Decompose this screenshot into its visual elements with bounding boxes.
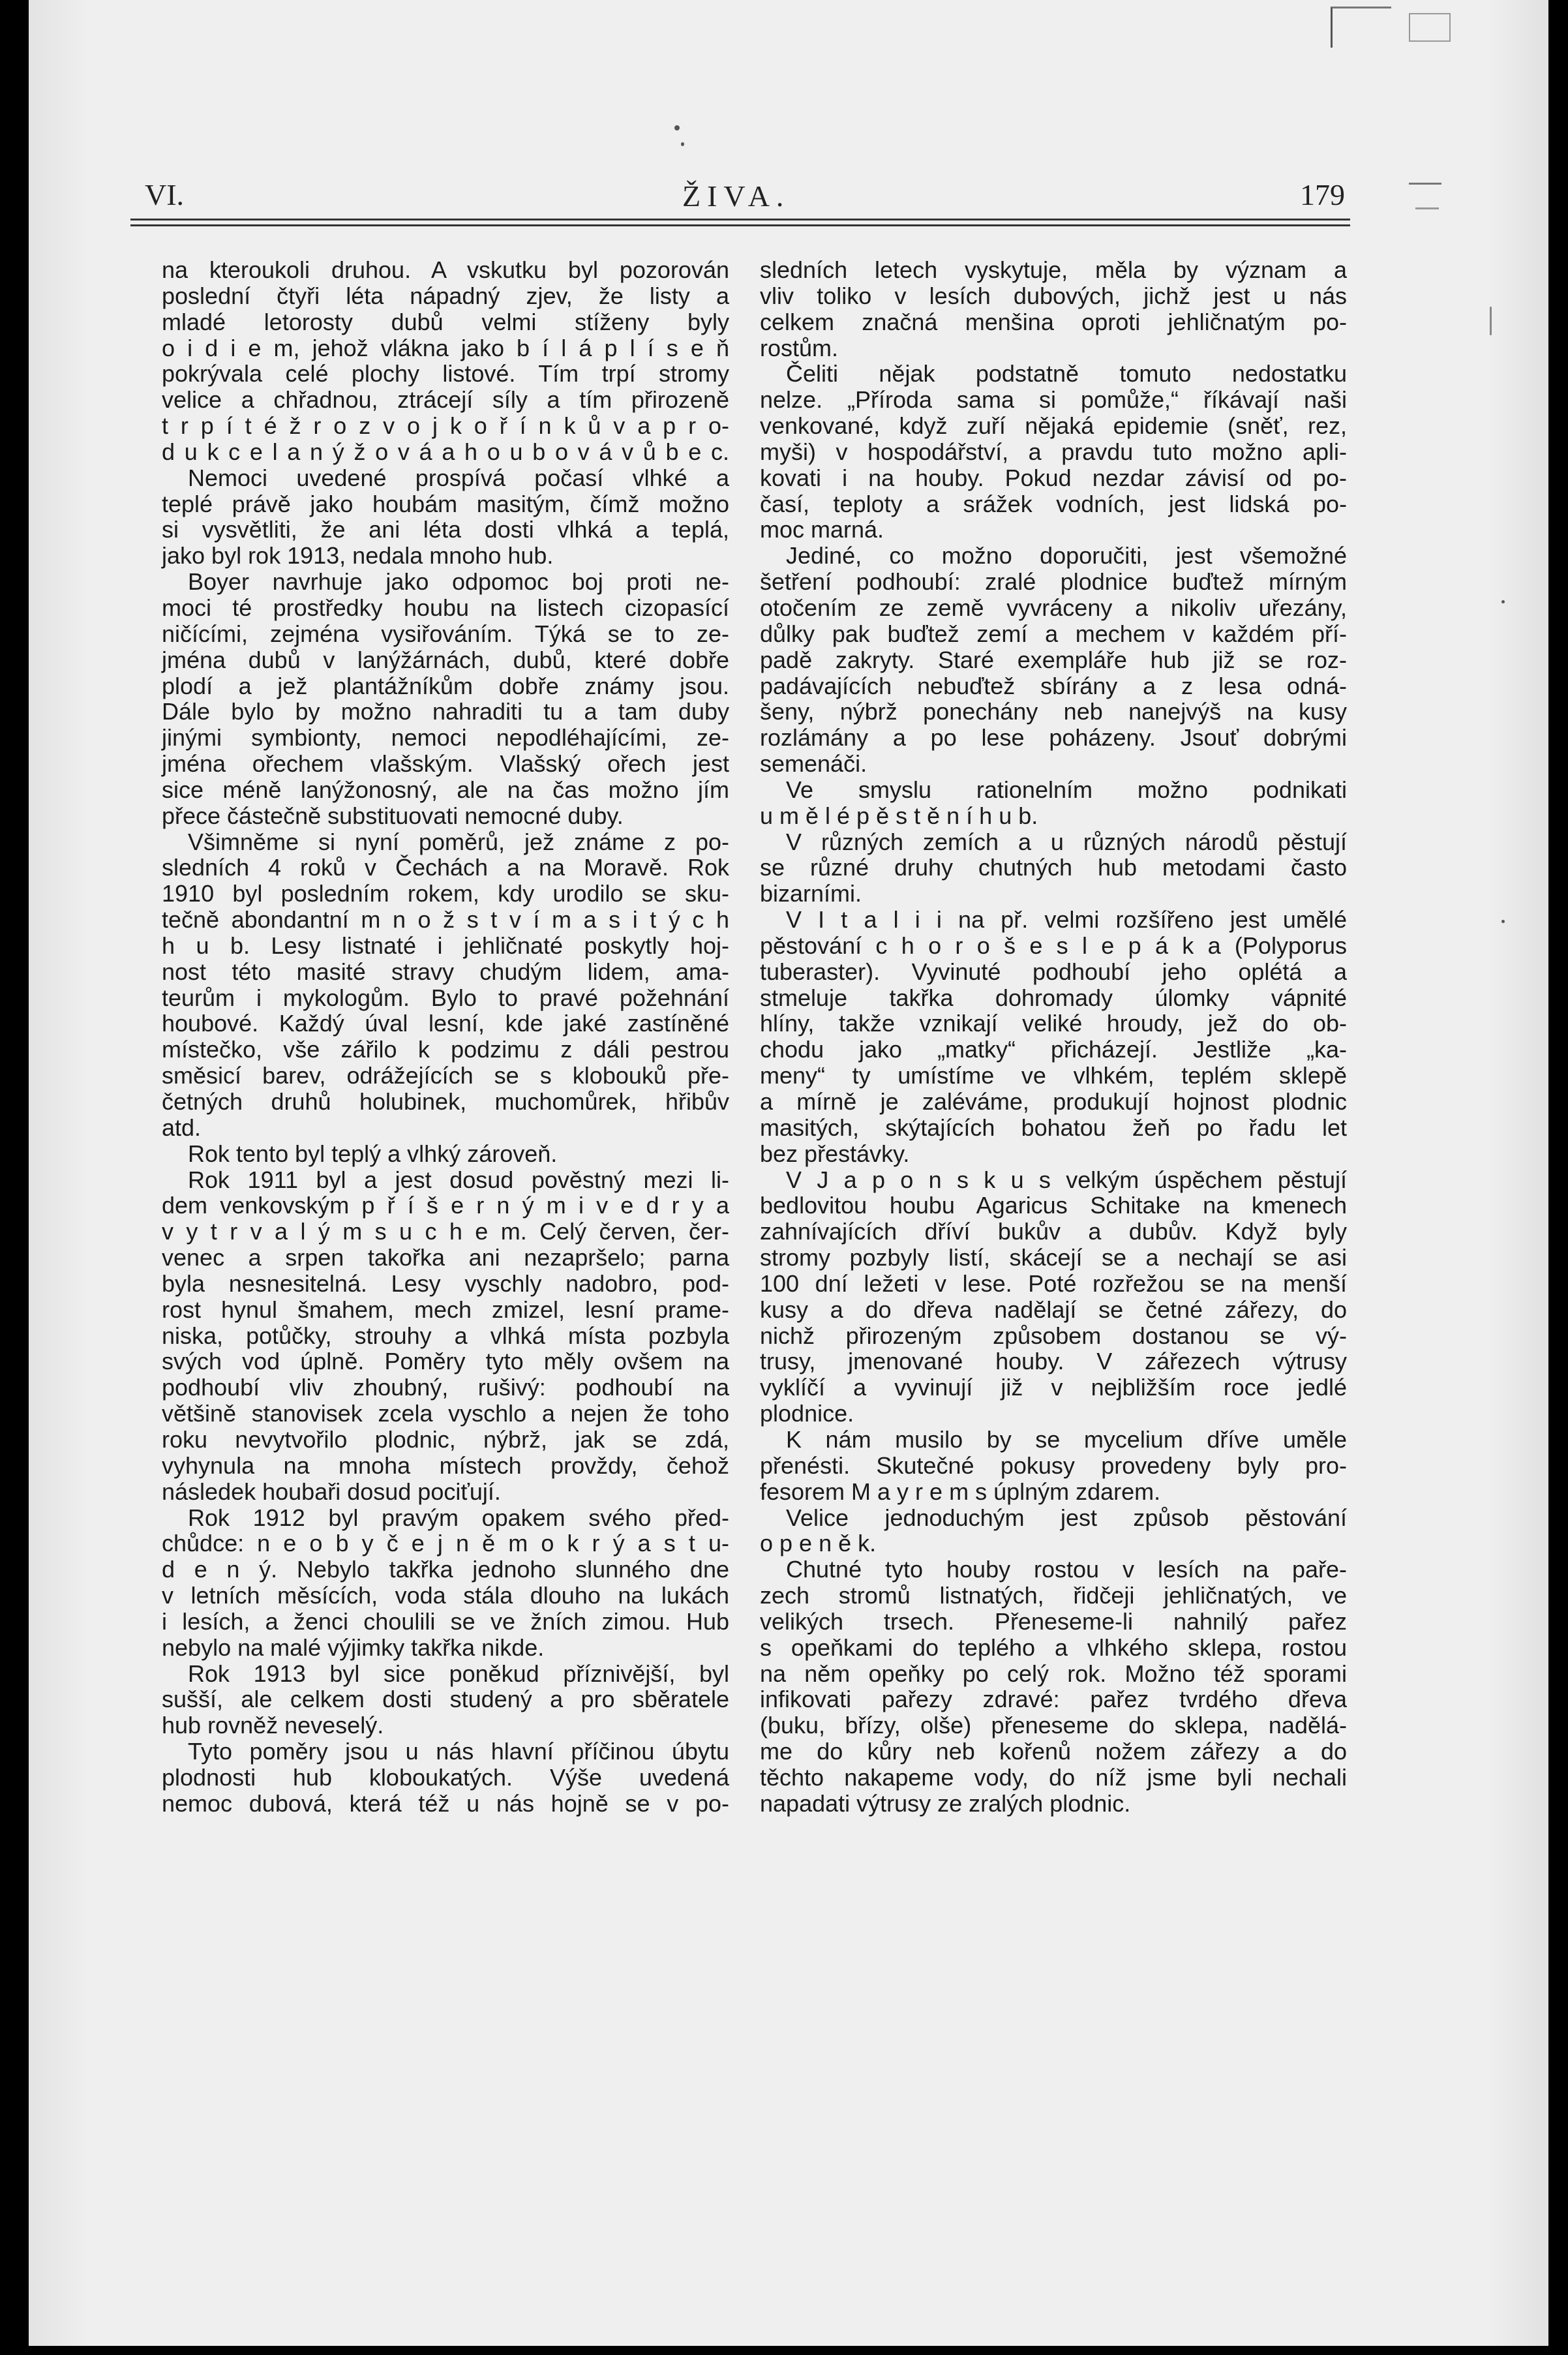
text-line: na kteroukoli druhou. A vskutku byl pozorován: [162, 256, 729, 283]
text-line: Rok 1911 byl a jest dosud pověstný mezi li-: [188, 1166, 729, 1193]
text-line: vyklíčí a vyvinují již v nejbližším roce jedlé: [760, 1374, 1347, 1401]
text-line: teplé právě jako houbám masitým, čímž možno: [162, 490, 729, 517]
text-line: plodnice.: [760, 1400, 854, 1427]
text-line: velice a chřadnou, ztrácejí síly a tím přirozeně: [162, 386, 729, 414]
text-line: těchto nakapeme vody, do níž jsme byli nechali: [760, 1763, 1347, 1791]
text-line: pokrývala celé plochy listové. Tím trpí stromy: [162, 360, 729, 387]
text-line: jinými symbionty, nemoci nepodléhajícími, ze-: [162, 724, 729, 752]
text-line: otočením ze země vyvráceny a nikoliv uřezány,: [760, 594, 1347, 621]
text-line: přenésti. Skutečné pokusy provedeny byly pro-: [760, 1451, 1347, 1479]
text-line: si vysvětliti, že ani léta dosti vlhká a teplá,: [162, 516, 729, 543]
text-line: Dále bylo by možno nahraditi tu a tam duby: [162, 698, 729, 725]
text-line: bedlovitou houbu Agaricus Schitake na kmenech: [760, 1192, 1347, 1219]
text-line: tuberaster). Vyvinuté podhoubí jeho oplétá a: [760, 958, 1347, 985]
text-line: V J a p o n s k u s velkým úspěchem pěstují: [786, 1166, 1347, 1193]
text-line: semenáči.: [760, 750, 867, 778]
text-line: o i d i e m, jehož vlákna jako b í l á p l í s e ň: [162, 334, 729, 361]
text-line: u m ě l é p ě s t ě n í h u b.: [760, 802, 1038, 829]
text-line: celkem značná menšina oproti jehličnatým po-: [760, 308, 1347, 335]
text-line: mladé letorosty dubů velmi stíženy byly: [162, 308, 729, 335]
text-line: trusy, jmenované houby. V zářezech výtrusy: [760, 1348, 1347, 1375]
text-line: moci té prostředky houbu na listech cizopasící: [162, 594, 729, 621]
text-line: d u k c e l a n ý ž o v á a h o u b o v á v ů b e c.: [162, 438, 729, 465]
text-line: v letních měsících, voda stála dlouho na lukách: [162, 1582, 729, 1609]
text-line: 1910 byl posledním rokem, kdy urodilo se sku-: [162, 880, 729, 907]
text-line: venkované, když zuří nějaká epidemie (sněť, rez,: [760, 412, 1347, 440]
text-line: podhoubí vliv zhoubný, rušivý: podhoubí na: [162, 1374, 729, 1401]
text-line: napadati výtrusy ze zralých plodnic.: [760, 1789, 1131, 1817]
text-line: niska, potůčky, strouhy a vlhká místa pozbyla: [162, 1322, 729, 1349]
text-line: nost této masité stravy chudým lidem, ama-: [162, 958, 729, 985]
text-line: sledních 4 roků v Čechách a na Moravě. Rok: [162, 854, 729, 881]
text-line: následek houbaři dosud pociťují.: [162, 1478, 501, 1505]
text-line: V různých zemích a u různých národů pěstují: [786, 828, 1347, 855]
text-line: většině stanovisek zcela vyschlo a nejen že toho: [162, 1400, 729, 1427]
dust-speck: [1490, 307, 1492, 335]
text-line: pěstování c h o r o š e s l e p á k a (Polyporus: [760, 932, 1347, 959]
corner-scan-mark: [1331, 7, 1391, 48]
text-line: teurům i mykologům. Bylo to pravé požehnání: [162, 984, 729, 1011]
journal-title: ŽIVA.: [682, 179, 791, 213]
text-line: stmeluje takřka dohromady úlomky vápnité: [760, 984, 1347, 1011]
text-line: Tyto poměry jsou u nás hlavní příčinou úbytu: [188, 1738, 729, 1765]
text-line: padávajících nebuďtež sbírány a z lesa odná-: [760, 672, 1347, 699]
text-line: fesorem M a y r e m s úplným zdarem.: [760, 1478, 1161, 1505]
text-line: Jediné, co možno doporučiti, jest všemožné: [786, 542, 1347, 570]
text-line: rozlámány a po lese poházeny. Jsouť dobrými: [760, 724, 1347, 752]
text-line: rostům.: [760, 334, 839, 361]
text-line: stromy pozbyly listí, skácejí se a nechají se asi: [760, 1244, 1347, 1271]
text-line: h u b. Lesy listnaté i jehličnaté poskytly hoj-: [162, 932, 729, 959]
text-line: me do kůry neb kořenů nožem zářezy a do: [760, 1738, 1347, 1765]
text-line: a mírně je zaléváme, produkují hojnost plodnic: [760, 1088, 1347, 1115]
text-line: jako byl rok 1913, nedala mnoho hub.: [162, 542, 554, 570]
text-line: sušší, ale celkem dosti studený a pro sběratele: [162, 1686, 729, 1713]
text-line: plodnosti hub kloboukatých. Výše uvedená: [162, 1763, 729, 1791]
volume-number: VI.: [145, 178, 185, 211]
text-line: plodí a jež plantážníkům dobře známy jsou.: [162, 672, 729, 699]
text-line: časí, teploty a srážek vodních, jest lidská po-: [760, 490, 1347, 517]
text-line: K nám musilo by se mycelium dříve uměle: [786, 1425, 1347, 1453]
text-line: vliv toliko v lesích dubových, jichž jest u nás: [760, 282, 1347, 309]
text-line: zech stromů listnatých, řidčeji jehličnatých, ve: [760, 1582, 1347, 1609]
text-line: Čeliti nějak podstatně tomuto nedostatku: [786, 360, 1347, 387]
dust-speck: [1501, 920, 1505, 923]
text-line: myši) v hospodářství, a pravdu tuto možno apli-: [760, 438, 1347, 465]
text-line: nemoc dubová, která též u nás hojně se v po-: [162, 1789, 729, 1817]
text-line: padě zakryty. Staré exempláře hub již se roz-: [760, 646, 1347, 673]
text-line: Rok 1913 byl sice poněkud příznivější, byl: [188, 1660, 729, 1687]
text-line: (buku, břízy, olše) přeneseme do sklepa, nadělá-: [760, 1712, 1347, 1739]
text-line: 100 dní ležeti v lese. Poté rozřežou se na menší: [760, 1269, 1347, 1297]
text-line: Nemoci uvedené prospívá počasí vlhké a: [188, 464, 729, 491]
text-line: Chutné tyto houby rostou v lesích na paře-: [786, 1556, 1347, 1583]
text-line: šetření podhoubí: zralé plodnice buďtež mírným: [760, 568, 1347, 596]
text-line: na něm opeňky po celý rok. Možno též sporami: [760, 1660, 1347, 1687]
text-line: místečko, vše zářilo k podzimu z dáli pestrou: [162, 1036, 729, 1063]
text-line: důlky pak buďtež zemí a mechem v každém pří-: [760, 620, 1347, 647]
text-line: bez přestávky.: [760, 1140, 910, 1167]
text-line: byla nesnesitelná. Lesy vyschly nadobro, pod-: [162, 1269, 729, 1297]
text-line: Všimněme si nyní poměrů, jež známe z po-: [188, 828, 729, 855]
text-line: hub rovněž neveselý.: [162, 1712, 384, 1739]
text-column-left: [162, 257, 729, 1817]
dust-speck: [1501, 600, 1505, 603]
corner-scan-mark: [1415, 207, 1439, 209]
text-column-right: [760, 257, 1347, 1817]
text-line: Rok tento byl teplý a vlhký zároveň.: [188, 1140, 558, 1167]
text-line: o p e n ě k.: [760, 1530, 877, 1557]
text-line: zahnívajících dříví bukův a dubův. Když byly: [760, 1218, 1347, 1245]
text-line: se různé druhy chutných hub metodami často: [760, 854, 1347, 881]
text-line: velikých trsech. Přeneseme-li nahnilý pařez: [760, 1607, 1347, 1635]
text-line: nebylo na malé výjimky takřka nikde.: [162, 1633, 545, 1661]
text-line: ničícími, zejména vysiřováním. Týká se to ze-: [162, 620, 729, 647]
text-line: Boyer navrhuje jako odpomoc boj proti ne-: [188, 568, 729, 596]
text-line: moc marná.: [760, 516, 884, 543]
text-line: v y t r v a l ý m s u c h e m. Celý červen, čer-: [162, 1218, 729, 1245]
corner-scan-mark: [1409, 13, 1451, 42]
text-line: dem venkovským p ř í š e r n ý m i v e d r y a: [162, 1192, 729, 1219]
page-number: 179: [1300, 178, 1345, 211]
text-line: přece částečně substituovati nemocné duby.: [162, 802, 624, 829]
header-rule-top: [130, 219, 1350, 220]
running-header: [130, 174, 1350, 219]
text-line: atd.: [162, 1114, 202, 1141]
text-line: jména dubů v lanýžárnách, dubů, které dobře: [162, 646, 729, 673]
text-line: sledních letech vyskytuje, měla by význam a: [760, 256, 1347, 283]
text-line: chůdce: n e o b y č e j n ě m o k r ý a s t u-: [162, 1530, 729, 1557]
text-line: rost hynul šmahem, mech zmizel, lesní prame-: [162, 1296, 729, 1323]
dust-speck: [674, 125, 680, 130]
text-line: bizarními.: [760, 880, 862, 907]
corner-scan-mark: [1409, 183, 1441, 185]
text-line: nelze. „Příroda sama si pomůže,“ říkávají naši: [760, 386, 1347, 414]
text-line: masitých, skýtajících bohatou žeň po řadu let: [760, 1114, 1347, 1141]
text-line: roku nevytvořilo plodnic, nýbrž, jak se zdá,: [162, 1425, 729, 1453]
text-line: tečně abondantní m n o ž s t v í m a s i t ý c h: [162, 906, 729, 934]
dust-speck: [681, 142, 684, 146]
text-line: venec a srpen takořka ani nezapršelo; parna: [162, 1244, 729, 1271]
text-line: hlíny, takže vznikají veliké hroudy, jež do ob-: [760, 1010, 1347, 1037]
text-line: Velice jednoduchým jest způsob pěstování: [786, 1504, 1347, 1531]
text-line: sice méně lanýžonosný, ale na čas možno jím: [162, 776, 729, 803]
text-line: směsicí barev, odrážejících se s klobouků pře-: [162, 1062, 729, 1089]
text-line: t r p í t é ž r o z v o j k o ř í n k ů v a p r o-: [162, 412, 729, 440]
text-line: chodu jako „matky“ přicházejí. Jestliže „ka-: [760, 1036, 1347, 1063]
text-line: infikovati pařezy zdravé: pařez tvrdého dřeva: [760, 1686, 1347, 1713]
text-line: kovati i na houby. Pokud nezdar závisí od po-: [760, 464, 1347, 491]
text-line: svých vod úplně. Poměry tyto měly ovšem na: [162, 1348, 729, 1375]
text-line: poslední čtyři léta nápadný zjev, že listy a: [162, 282, 729, 309]
text-line: šeny, nýbrž ponechány neb nanejvýš na kusy: [760, 698, 1347, 725]
text-line: četných druhů holubinek, muchomůrek, hřibův: [162, 1088, 729, 1115]
text-line: houbové. Každý úval lesní, kde jaké zastíněné: [162, 1010, 729, 1037]
text-line: d e n ý. Nebylo takřka jednoho slunného dne: [162, 1556, 729, 1583]
text-line: jména ořechem vlašským. Vlašský ořech jest: [162, 750, 729, 778]
text-line: s opeňkami do teplého a vlhkého sklepa, rostou: [760, 1633, 1347, 1661]
text-line: vyhynula na mnoha místech provždy, čehož: [162, 1451, 729, 1479]
text-line: kusy a do dřeva nadělají se četné zářezy, do: [760, 1296, 1347, 1323]
header-rule-bottom: [130, 224, 1350, 226]
text-line: Ve smyslu rationelním možno podnikati: [786, 776, 1347, 803]
text-line: V I t a l i i na př. velmi rozšířeno jest umělé: [786, 906, 1347, 934]
text-line: meny“ ty umístíme ve vlhkém, teplém sklepě: [760, 1062, 1347, 1089]
text-line: i lesích, a ženci choulili se ve žních zimou. Hub: [162, 1607, 729, 1635]
text-line: nichž přirozeným způsobem dostanou se vý-: [760, 1322, 1347, 1349]
text-line: Rok 1912 byl pravým opakem svého před-: [188, 1504, 729, 1531]
